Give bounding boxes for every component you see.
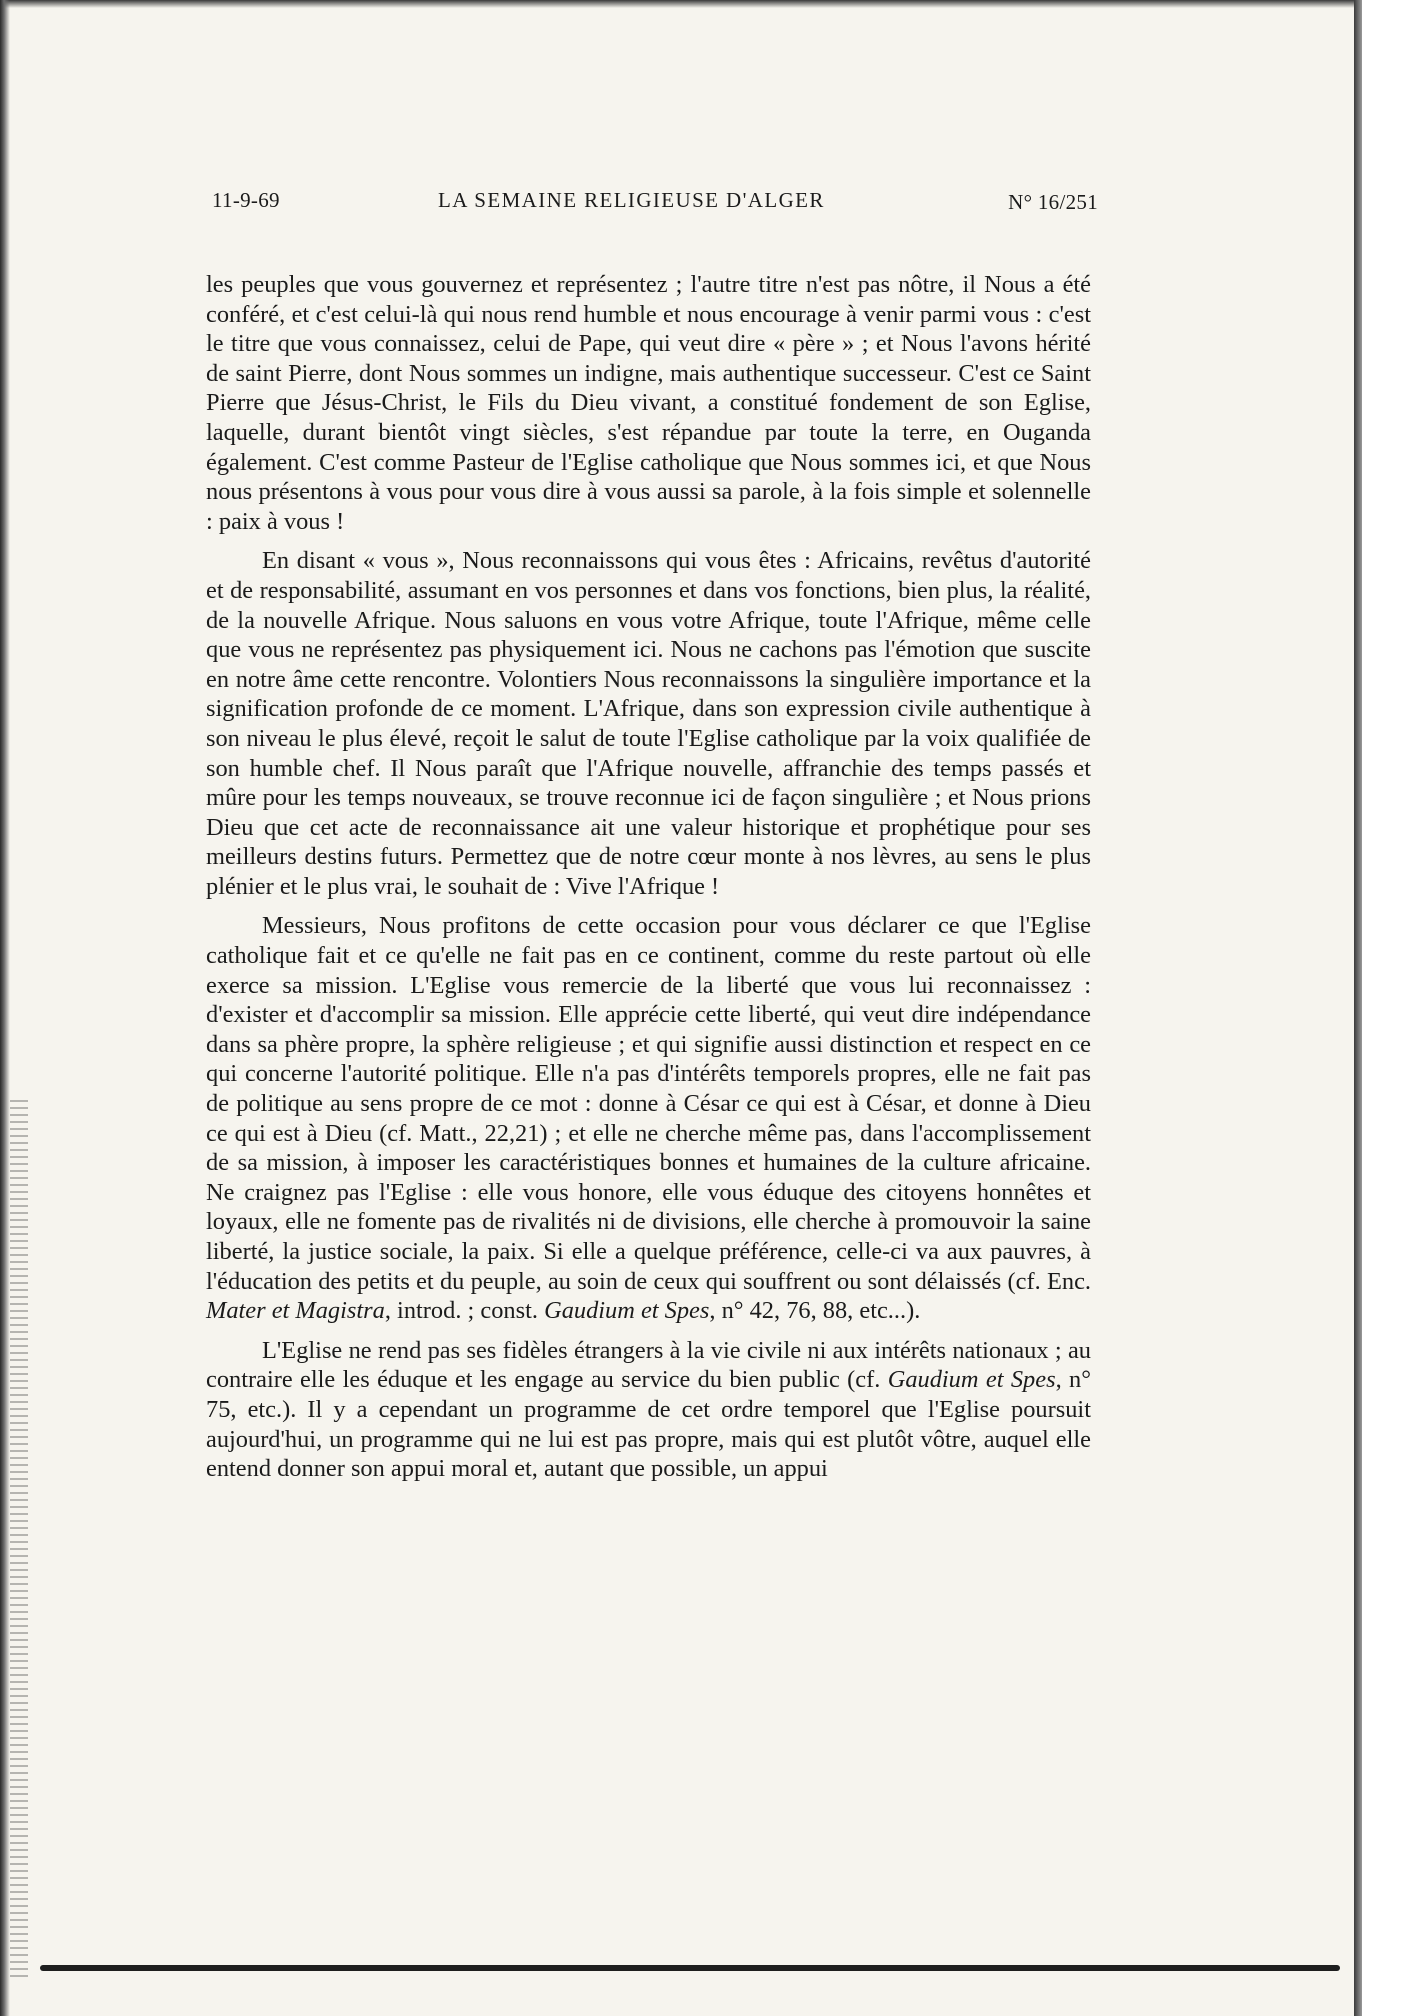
citation-gaudium-et-spes: Gaudium et Spes: [544, 1297, 710, 1325]
paragraph-4: [206, 1336, 1091, 1484]
header-date: 11-9-69: [212, 188, 280, 212]
paragraph-2-text: En disant « vous », Nous reconnaissons qui vous êtes : Africains, revêtus d'autorité et de responsabilité, assumant en vos personnes et dans vos fonctions, bien plus, la réalité, de la nouvelle Afrique. Nous saluons en vous votre Afrique, toute l'Afrique, même celle que vous ne représentez pas physiquement ici. Nous ne cachons pas l'émotion que suscite en notre âme cette rencontre. Volontiers Nous reconnaissons la singulière importance et la signification profonde de ce moment. L'Afrique, dans son expression civile authentique à son niveau le plus élevé, reçoit le salut de toute l'Eglise catholique par la voix qualifiée de son humble chef. Il Nous paraît que l'Afrique nouvelle, affranchie des temps passés et mûre pour les temps nouveaux, se trouve reconnue ici de façon singulière ; et Nous prions Dieu que cet acte de reconnaissance ait une valeur historique et prophétique pour ses meilleurs destins futurs. Permettez que de notre cœur monte à nos lèvres, au sens le plus plénier et le plus vrai, le souhait de : Vive l'Afrique !: [206, 547, 1091, 900]
scan-edge-left: [0, 0, 10, 2016]
paragraph-4-text-b: , n° 75, etc.). Il y a cependant un programme de cet ordre temporel que l'Eglise poursuit aujourd'hui, un programme qui ne lui est pas propre, mais qui est plutôt vôtre, auquel elle entend donner son appui moral et, autant que possible, un appui: [206, 1366, 1091, 1483]
scan-edge-top: [0, 0, 1424, 8]
scan-edge-right: [1354, 0, 1424, 2016]
scan-speckle: [10, 1100, 28, 1980]
page-header: [212, 188, 1098, 220]
citation-mater-et-magistra: Mater et Magistra: [206, 1297, 385, 1325]
paragraph-1-text: les peuples que vous gouvernez et représentez ; l'autre titre n'est pas nôtre, il Nous a été conféré, et c'est celui-là qui nous rend humble et nous encourage à venir parmi vous : c'est le titre que vous connaissez, celui de Pape, qui veut dire « père » ; et Nous l'avons hérité de saint Pierre, dont Nous sommes un indigne, mais authentique successeur. C'est ce Saint Pierre que Jésus-Christ, le Fils du Dieu vivant, a constitué fondement de son Eglise, laquelle, durant bientôt vingt siècles, s'est répandue par toute la terre, en Ouganda également. C'est comme Pasteur de l'Eglise catholique que Nous sommes ici, et que Nous nous présentons à vous pour vous dire à vous aussi sa parole, à la fois simple et solennelle : paix à vous !: [206, 271, 1091, 535]
bottom-rule: [40, 1965, 1340, 1971]
paragraph-3-text-a: Messieurs, Nous profitons de cette occasion pour vous déclarer ce que l'Eglise catholique fait et ce qu'elle ne fait pas en ce continent, comme du reste partout où elle exerce sa mission. L'Eglise vous remercie de la liberté que vous lui reconnaissez : d'exister et d'accomplir sa mission. Elle apprécie cette liberté, qui veut dire indépendance dans sa phère propre, la sphère religieuse ; et qui signifie aussi distinction et respect en ce qui concerne l'autorité politique. Elle n'a pas d'intérêts temporels propres, elle ne fait pas de politique au sens propre de ce mot : donne à César ce qui est à César, et donne à Dieu ce qui est à Dieu (cf. Matt., 22,21) ; et elle ne cherche même pas, dans l'accomplissement de sa mission, à imposer les caractéristiques bonnes et humaines de la culture africaine. Ne craignez pas l'Eglise : elle vous honore, elle vous éduque des citoyens honnêtes et loyaux, elle ne fomente pas de rivalités ni de divisions, elle cherche à promouvoir la saine liberté, la justice sociale, la paix. Si elle a quelque préférence, celle-ci va aux pauvres, à l'éducation des petits et du peuple, au soin de ceux qui souffrent ou sont délaissés (cf. Enc.: [206, 912, 1091, 1295]
header-issue: N° 16/251: [1008, 190, 1098, 214]
paragraph-4-text-a: L'Eglise ne rend pas ses fidèles étrangers à la vie civile ni aux intérêts nationaux ; au contraire elle les éduque et les engage au service du bien public (cf.: [206, 1336, 1091, 1394]
paragraph-2: [206, 546, 1091, 901]
article-body: [206, 270, 1091, 1494]
header-title: LA SEMAINE RELIGIEUSE D'ALGER: [438, 188, 825, 212]
paragraph-3-text-c: , n° 42, 76, 88, etc...).: [709, 1297, 921, 1325]
paragraph-1: [206, 270, 1091, 536]
paragraph-3: [206, 911, 1091, 1325]
citation-gaudium-et-spes-2: Gaudium et Spes: [887, 1366, 1056, 1394]
paragraph-3-text-b: , introd. ; const.: [384, 1297, 545, 1325]
